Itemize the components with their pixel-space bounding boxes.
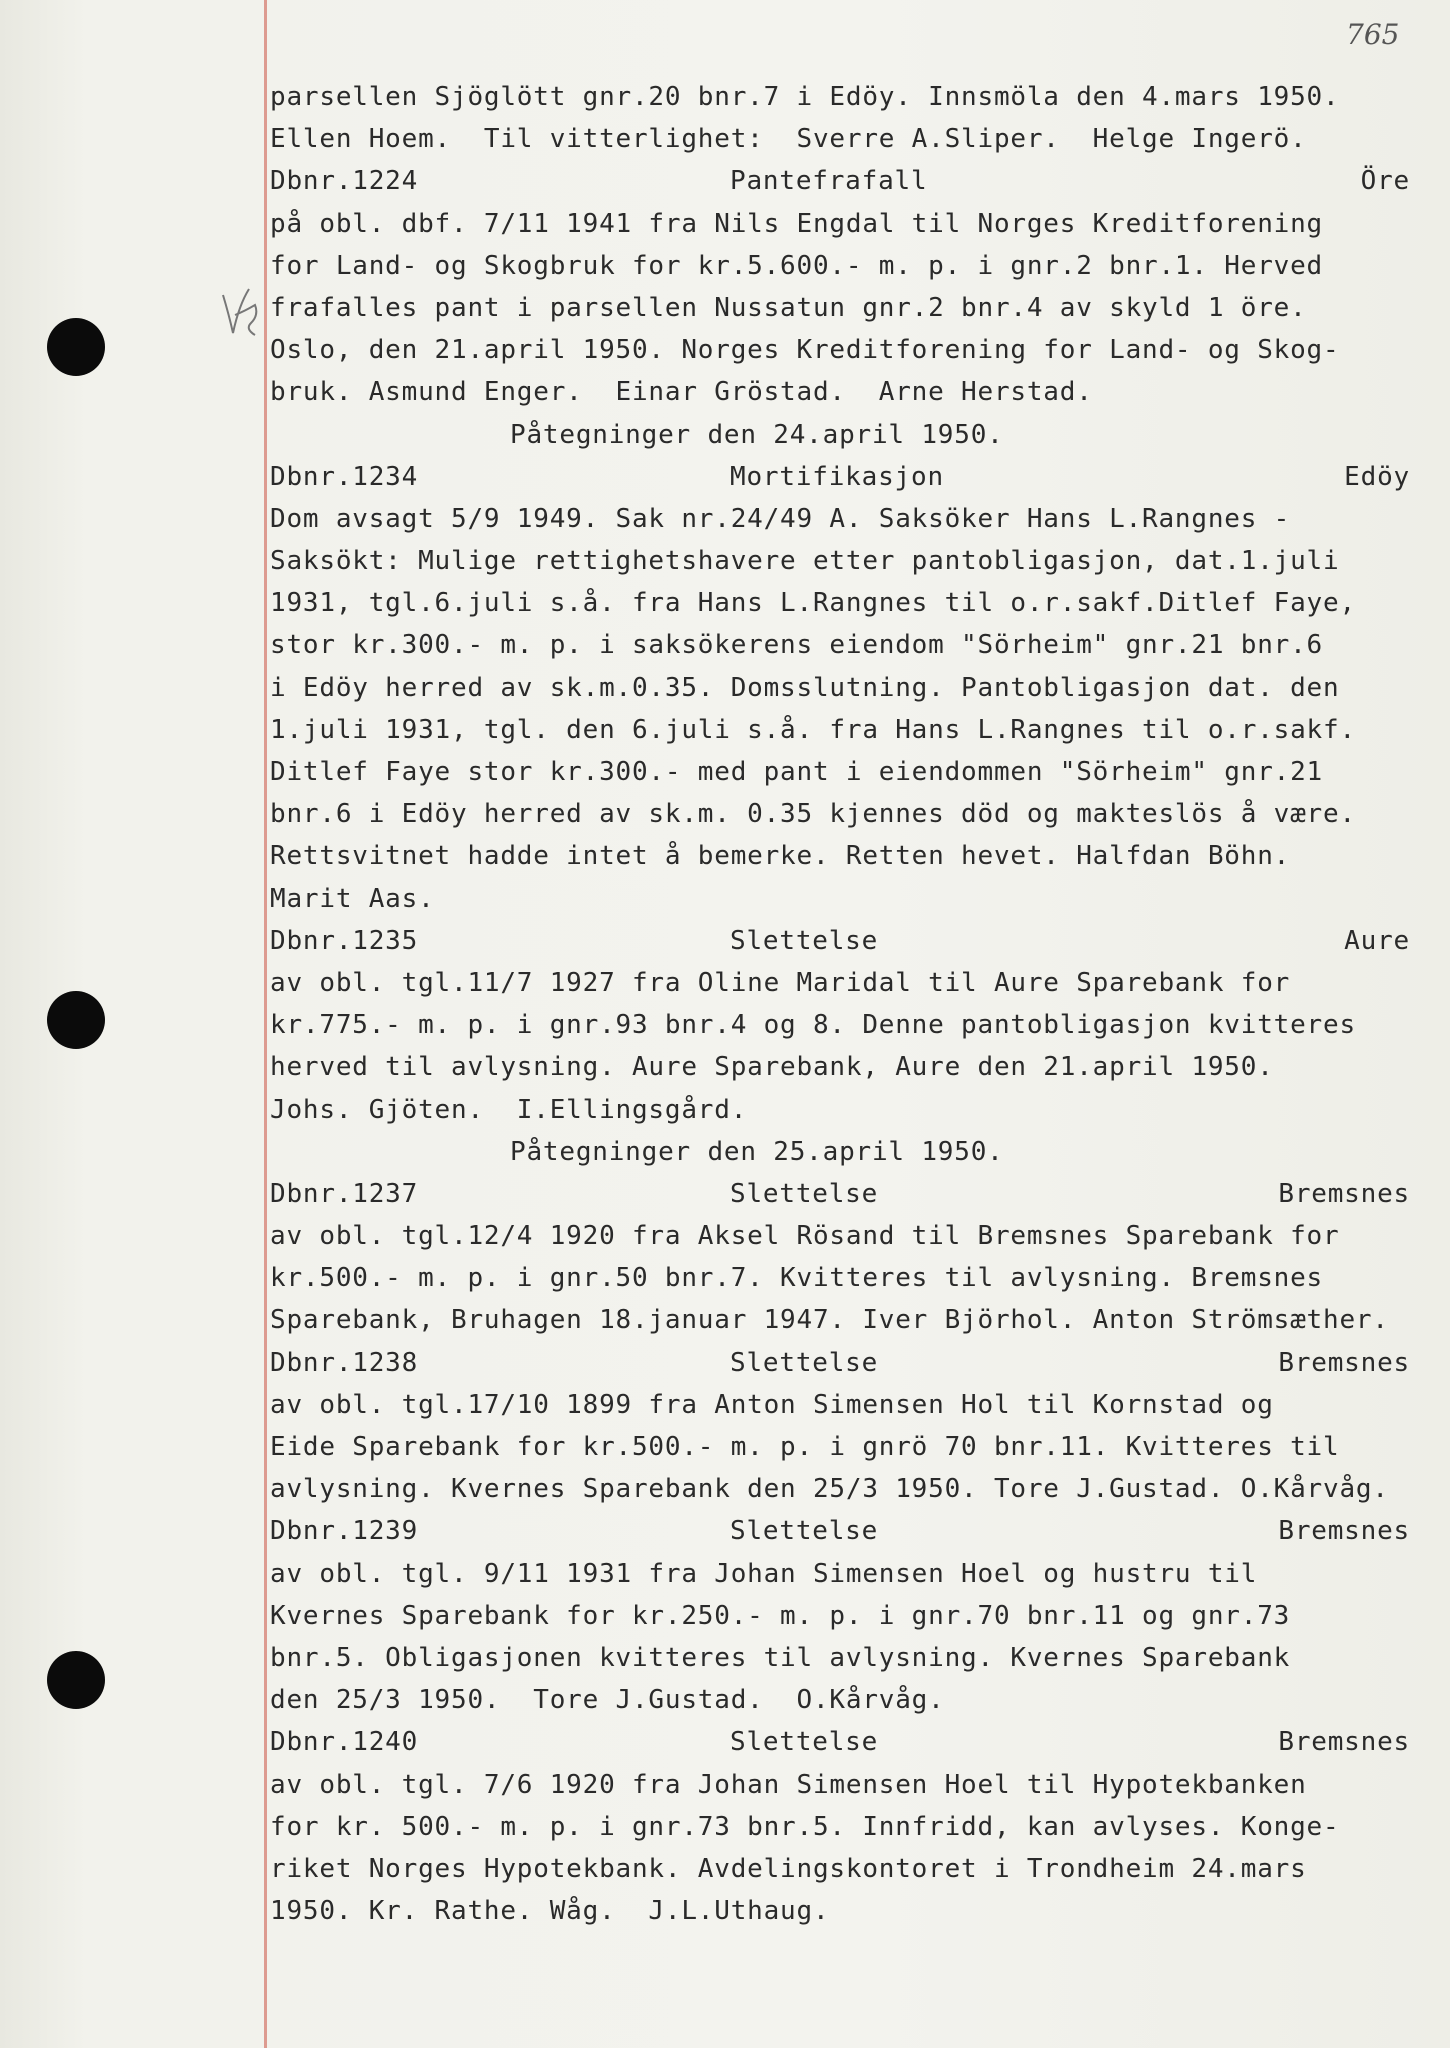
entry-number: Dbnr.1224 <box>270 166 419 197</box>
entry-heading <box>270 920 1430 962</box>
text-line: av obl. tgl. 9/11 1931 fra Johan Simensen Hoel og hustru til <box>270 1558 1258 1589</box>
text-line: riket Norges Hypotekbank. Avdelingskontoret i Trondheim 24.mars <box>270 1853 1307 1884</box>
entry-heading <box>270 160 1430 202</box>
punch-hole <box>47 991 105 1049</box>
text-line: Oslo, den 21.april 1950. Norges Kreditforening for Land- og Skog- <box>270 335 1340 366</box>
entry-type: Slettelse <box>730 1178 879 1209</box>
entry-heading <box>270 456 1430 498</box>
punch-hole <box>47 1651 105 1709</box>
entry-heading <box>270 1173 1430 1215</box>
punch-hole <box>47 318 105 376</box>
entry-place: Edöy <box>1344 461 1410 492</box>
text-line: avlysning. Kvernes Sparebank den 25/3 1950. Tore J.Gustad. O.Kårvåg. <box>270 1474 1389 1505</box>
text-line: Dom avsagt 5/9 1949. Sak nr.24/49 A. Saksöker Hans L.Rangnes - <box>270 503 1291 534</box>
entry-number: Dbnr.1237 <box>270 1178 419 1209</box>
text-line: Saksökt: Mulige rettighetshavere etter pantobligasjon, dat.1.juli <box>270 546 1340 577</box>
ledger-text <box>270 76 1430 1932</box>
text-line: Ditlef Faye stor kr.300.- med pant i eiendommen "Sörheim" gnr.21 <box>270 757 1324 787</box>
entry-place: Bremsnes <box>1278 1516 1410 1547</box>
date-heading-text: Påtegninger den 24.april 1950. <box>510 419 1004 450</box>
handwritten-initials <box>215 275 265 355</box>
entry-place: Bremsnes <box>1278 1727 1410 1758</box>
entry-heading <box>270 1342 1430 1384</box>
text-line: Eide Sparebank for kr.500.- m. p. i gnrö 70 bnr.11. Kvitteres til <box>270 1432 1340 1462</box>
text-line: Rettsvitnet hadde intet å bemerke. Retten hevet. Halfdan Böhn. <box>270 841 1291 872</box>
entry-number: Dbnr.1234 <box>270 461 419 492</box>
date-heading <box>270 1131 1430 1173</box>
entry-type: Slettelse <box>730 1727 879 1758</box>
text-line: 1931, tgl.6.juli s.å. fra Hans L.Rangnes til o.r.sakf.Ditlef Faye, <box>270 588 1356 619</box>
entry-number: Dbnr.1235 <box>270 925 419 956</box>
text-line: herved til avlysning. Aure Sparebank, Aure den 21.april 1950. <box>270 1052 1274 1083</box>
date-heading-text: Påtegninger den 25.april 1950. <box>510 1136 1004 1167</box>
entry-type: Mortifikasjon <box>730 461 944 492</box>
entry-place: Öre <box>1360 166 1410 197</box>
entry-number: Dbnr.1239 <box>270 1516 419 1547</box>
text-line: av obl. tgl.12/4 1920 fra Aksel Rösand til Bremsnes Sparebank for <box>270 1221 1340 1252</box>
entry-type: Slettelse <box>730 925 879 956</box>
text-line: Marit Aas. <box>270 883 435 914</box>
entry-place: Bremsnes <box>1278 1347 1410 1378</box>
text-line: frafalles pant i parsellen Nussatun gnr.2 bnr.4 av skyld 1 öre. <box>270 292 1307 323</box>
text-line: av obl. tgl. 7/6 1920 fra Johan Simensen Hoel til Hypotekbanken <box>270 1769 1307 1800</box>
entry-place: Bremsnes <box>1278 1178 1410 1209</box>
entry-number: Dbnr.1238 <box>270 1347 419 1378</box>
text-line: 1950. Kr. Rathe. Wåg. J.L.Uthaug. <box>270 1896 830 1927</box>
text-line: Johs. Gjöten. I.Ellingsgård. <box>270 1094 748 1125</box>
text-line: av obl. tgl.11/7 1927 fra Oline Maridal til Aure Sparebank for <box>270 967 1291 998</box>
entry-place: Aure <box>1344 925 1410 956</box>
text-line: Sparebank, Bruhagen 18.januar 1947. Iver Björhol. Anton Strömsæther. <box>270 1305 1389 1336</box>
text-line: Ellen Hoem. Til vitterlighet: Sverre A.Sliper. Helge Ingerö. <box>270 124 1307 155</box>
text-line: parsellen Sjöglött gnr.20 bnr.7 i Edöy. Innsmöla den 4.mars 1950. <box>270 82 1340 112</box>
text-line: stor kr.300.- m. p. i saksökerens eiendom "Sörheim" gnr.21 bnr.6 <box>270 630 1324 661</box>
text-line: 1.juli 1931, tgl. den 6.juli s.å. fra Hans L.Rangnes til o.r.sakf. <box>270 714 1356 745</box>
text-line: kr.500.- m. p. i gnr.50 bnr.7. Kvitteres til avlysning. Bremsnes <box>270 1263 1324 1294</box>
text-line: bruk. Asmund Enger. Einar Gröstad. Arne Herstad. <box>270 377 1093 408</box>
entry-type: Pantefrafall <box>730 166 928 197</box>
text-line: i Edöy herred av sk.m.0.35. Domsslutning. Pantobligasjon dat. den <box>270 672 1340 703</box>
text-line: for kr. 500.- m. p. i gnr.73 bnr.5. Innfridd, kan avlyses. Konge- <box>270 1811 1340 1842</box>
text-line: bnr.6 i Edöy herred av sk.m. 0.35 kjennes död og makteslös å være. <box>270 799 1356 830</box>
date-heading <box>270 414 1430 456</box>
entry-heading <box>270 1721 1430 1763</box>
entry-heading <box>270 1510 1430 1552</box>
entry-number: Dbnr.1240 <box>270 1727 419 1758</box>
text-line: på obl. dbf. 7/11 1941 fra Nils Engdal til Norges Kreditforening <box>270 208 1324 239</box>
text-line: den 25/3 1950. Tore J.Gustad. O.Kårvåg. <box>270 1685 945 1716</box>
page-number: 765 <box>1346 18 1400 51</box>
entry-type: Slettelse <box>730 1516 879 1547</box>
text-line: Kvernes Sparebank for kr.250.- m. p. i gnr.70 bnr.11 og gnr.73 <box>270 1600 1291 1631</box>
text-line: for Land- og Skogbruk for kr.5.600.- m. p. i gnr.2 bnr.1. Herved <box>270 250 1324 281</box>
text-line: kr.775.- m. p. i gnr.93 bnr.4 og 8. Denne pantobligasjon kvitteres <box>270 1010 1356 1041</box>
text-line: bnr.5. Obligasjonen kvitteres til avlysning. Kvernes Sparebank <box>270 1642 1291 1673</box>
entry-type: Slettelse <box>730 1347 879 1378</box>
text-line: av obl. tgl.17/10 1899 fra Anton Simensen Hol til Kornstad og <box>270 1389 1274 1420</box>
